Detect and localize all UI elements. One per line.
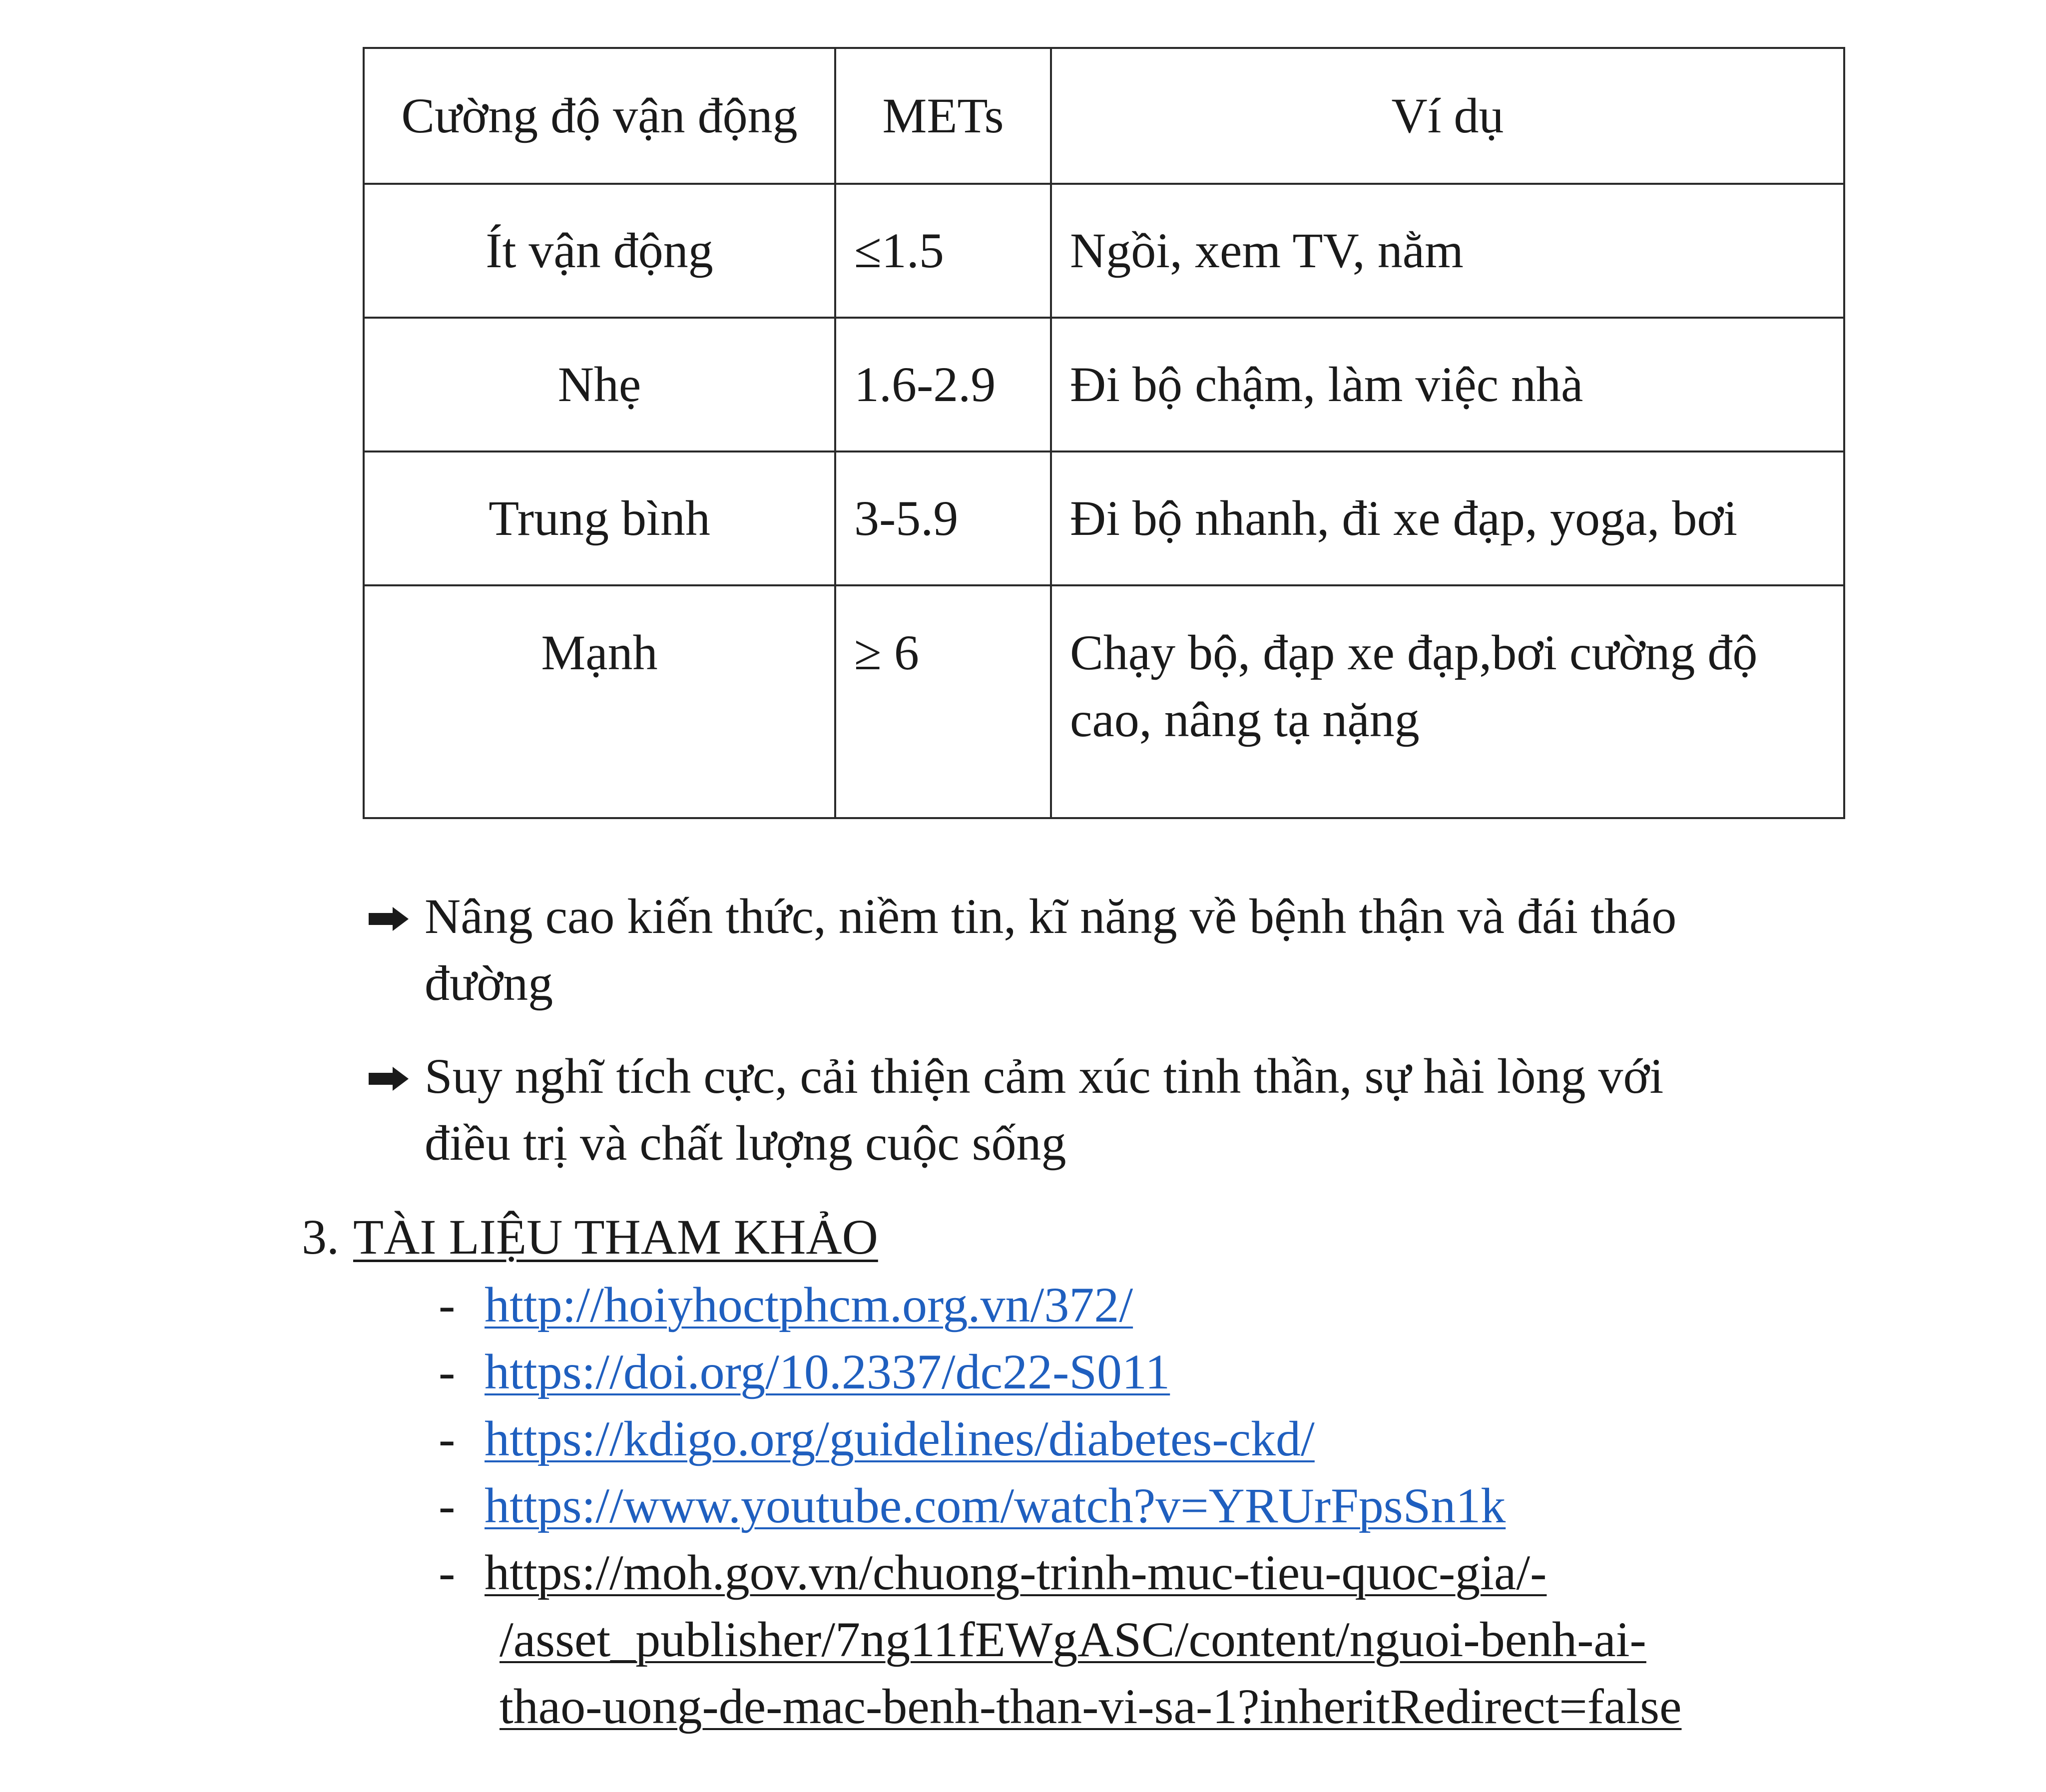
bullet-item: [363, 1043, 1811, 1177]
cell-example: Đi bộ nhanh, đi xe đạp, yoga, bơi: [1051, 451, 1844, 585]
cell-example: Ngồi, xem TV, nằm: [1051, 184, 1844, 318]
list-dash: -: [439, 1344, 456, 1399]
reference-link-line[interactable]: https://moh.gov.vn/chuong-trinh-muc-tieu-quoc-gia/-: [485, 1545, 1547, 1600]
cell-mets: ≤1.5: [835, 184, 1051, 318]
list-item: [439, 1339, 1937, 1405]
reference-link-multiline[interactable]: [485, 1539, 1937, 1740]
bullet-line: điều trị và chất lượng cuộc sống: [425, 1115, 1066, 1171]
reference-link[interactable]: https://kdigo.org/guidelines/diabetes-ckd/: [485, 1411, 1315, 1466]
cell-example: [1051, 585, 1844, 818]
reference-list: [439, 1272, 1937, 1740]
list-item: [439, 1539, 1937, 1740]
table-row: [364, 451, 1844, 585]
bullet-line: Suy nghĩ tích cực, cải thiện cảm xúc tinh thần, sự hài lòng với: [425, 1048, 1664, 1104]
cell-mets: 1.6-2.9: [835, 318, 1051, 451]
right-arrow-icon: [363, 883, 425, 1017]
bullet-item: [363, 883, 1811, 1017]
cell-intensity: Mạnh: [364, 585, 835, 818]
list-item: [439, 1272, 1937, 1339]
reference-link-line[interactable]: /asset_publisher/7ng11fEWgASC/content/nguoi-benh-ai-: [500, 1612, 1646, 1667]
mets-table: [363, 47, 1845, 819]
bullet-line: Nâng cao kiến thức, niềm tin, kĩ năng về bệnh thận và đái tháo: [425, 889, 1677, 944]
right-arrow-icon: [363, 1043, 425, 1177]
header-example: Ví dụ: [1051, 48, 1844, 184]
list-item: [439, 1472, 1937, 1539]
section-number: 3.: [302, 1209, 339, 1265]
cell-intensity: Nhẹ: [364, 318, 835, 451]
list-dash: -: [439, 1545, 456, 1600]
cell-mets: 3-5.9: [835, 451, 1051, 585]
cell-intensity: Trung bình: [364, 451, 835, 585]
reference-link[interactable]: http://hoiyhoctphcm.org.vn/372/: [485, 1277, 1133, 1333]
reference-link[interactable]: https://doi.org/10.2337/dc22-S011: [485, 1344, 1170, 1399]
table-row: [364, 318, 1844, 451]
list-dash: -: [439, 1478, 456, 1533]
cell-example-line: Chạy bộ, đạp xe đạp,bơi cường độ: [1070, 625, 1758, 680]
list-dash: -: [439, 1411, 456, 1466]
bullet-line: đường: [425, 955, 553, 1011]
header-intensity: Cường độ vận động: [364, 48, 835, 184]
header-mets: METs: [835, 48, 1051, 184]
list-dash: -: [439, 1277, 456, 1333]
reference-link-line[interactable]: thao-uong-de-mac-benh-than-vi-sa-1?inheritRedirect=false: [500, 1679, 1682, 1734]
table-row: [364, 184, 1844, 318]
cell-example-line: cao, nâng tạ nặng: [1070, 692, 1420, 747]
table-row: [364, 585, 1844, 818]
section-title: TÀI LIỆU THAM KHẢO: [353, 1209, 878, 1265]
section-heading: [302, 1204, 878, 1271]
cell-intensity: Ít vận động: [364, 184, 835, 318]
table-header-row: [364, 48, 1844, 184]
cell-mets: ≥ 6: [835, 585, 1051, 818]
list-item: [439, 1405, 1937, 1472]
cell-example: Đi bộ chậm, làm việc nhà: [1051, 318, 1844, 451]
reference-link[interactable]: https://www.youtube.com/watch?v=YRUrFpsSn1k: [485, 1478, 1506, 1533]
